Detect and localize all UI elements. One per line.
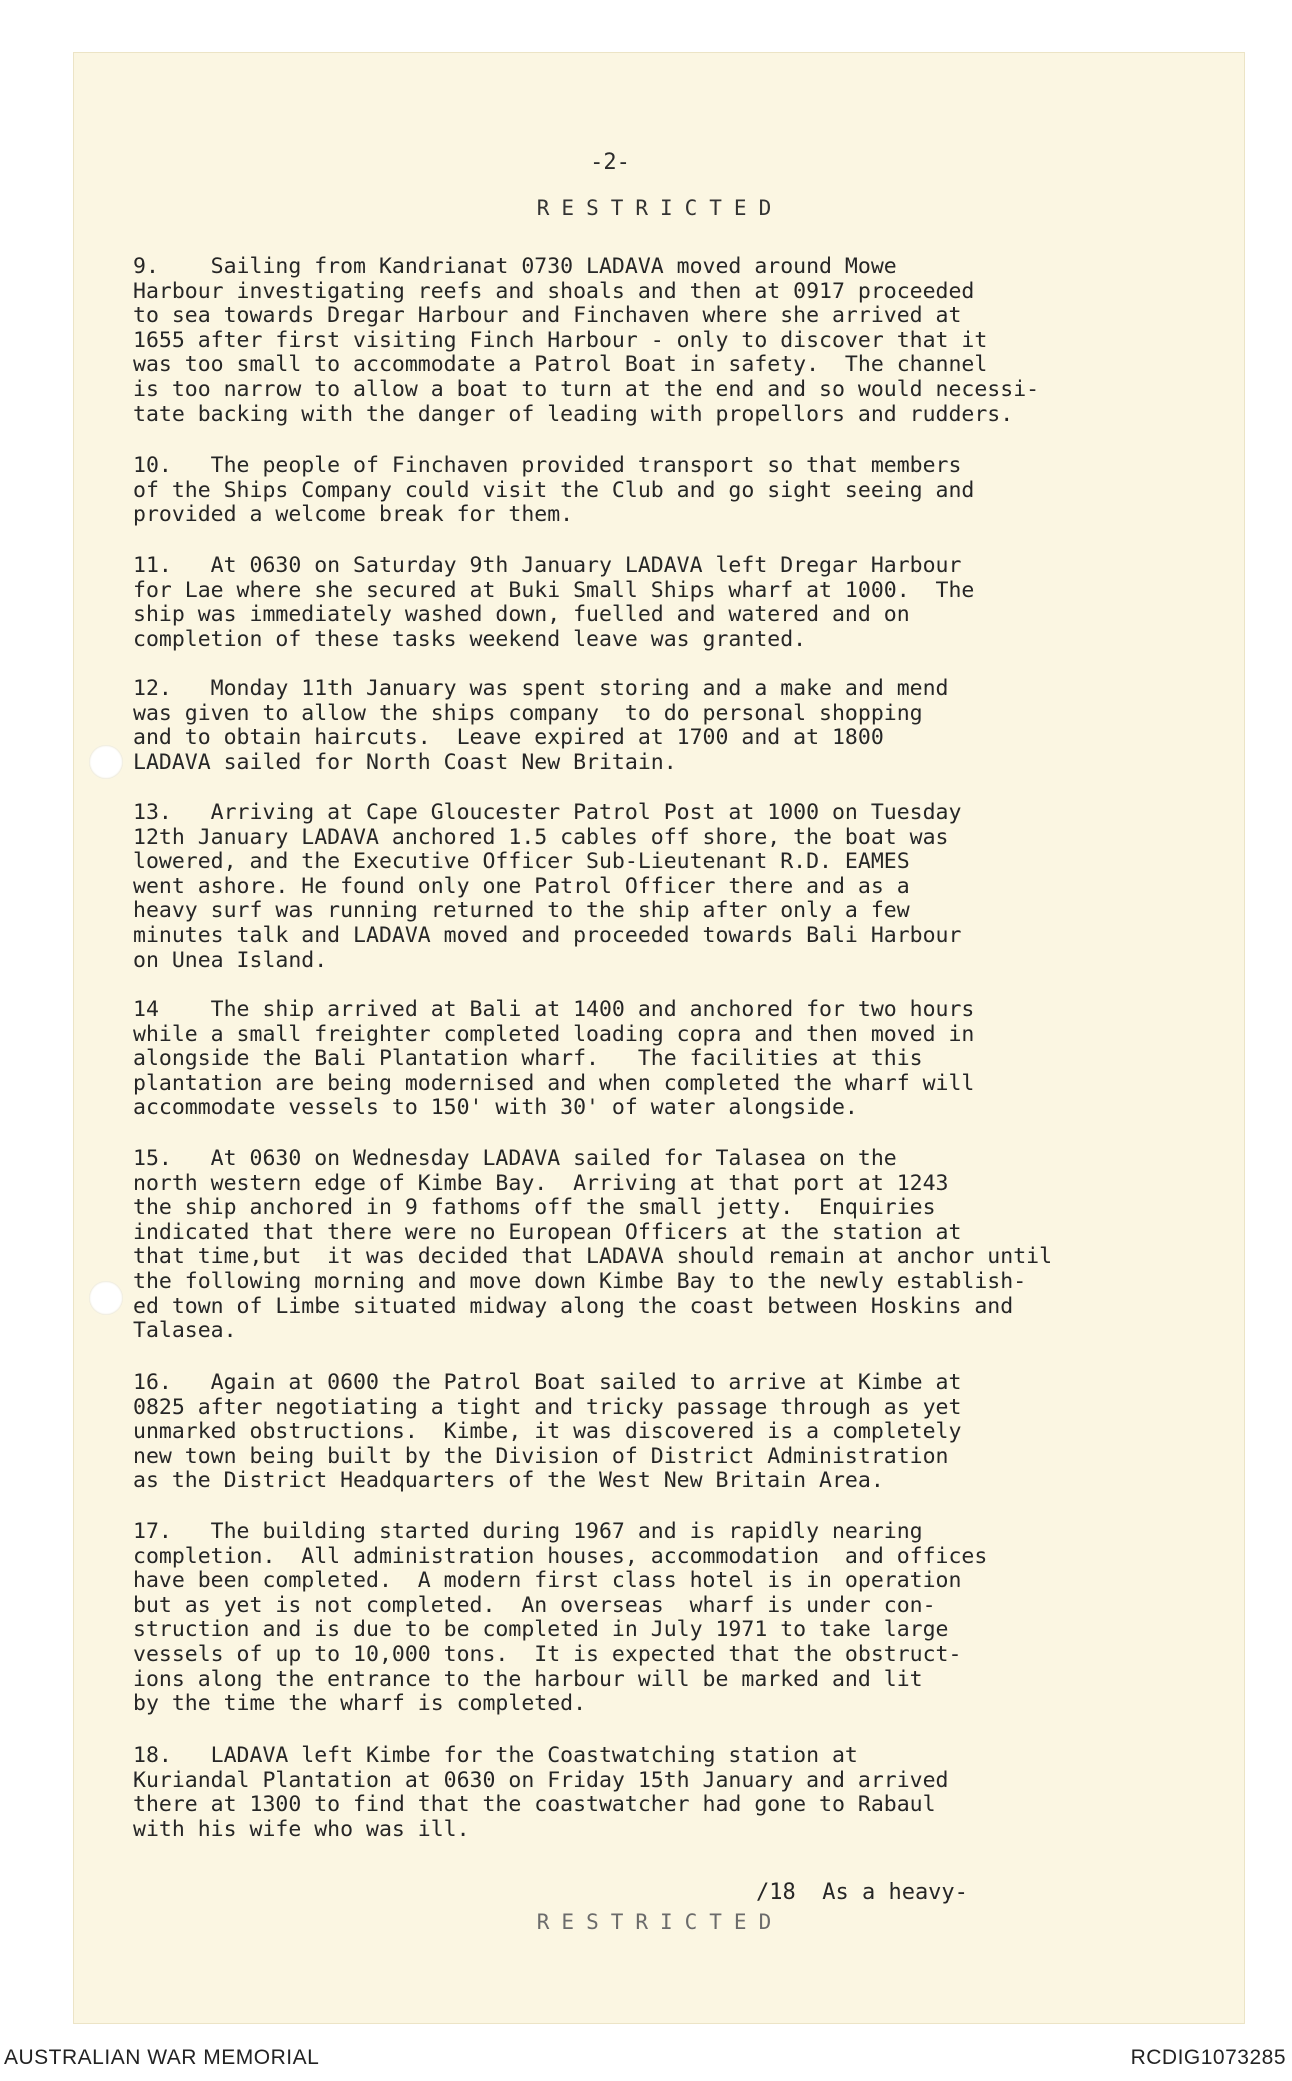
- punch-hole: [89, 745, 123, 779]
- punch-hole: [89, 1281, 123, 1315]
- paragraph-13: 13. Arriving at Cape Gloucester Patrol Post at 1000 on Tuesday 12th January LADAVA anchored 1.5 cables off shore, the boat was lowered, and the Executive Officer Sub-Lieutenant R.D. EAMES went ashore. He found only one Patrol Officer there and as a heavy surf was running returned to the ship after only a few minutes talk and LADAVA moved and proceeded towards Bali Harbour on Unea Island.: [133, 800, 962, 973]
- paragraph-9: 9. Sailing from Kandrianat 0730 LADAVA moved around Mowe Harbour investigating reefs and shoals and then at 0917 proceeded to sea towards Dregar Harbour and Finchaven where she arrived at 1655 after first visiting Finch Harbour - only to discover that it was too small to accommodate a Patrol Boat in safety. The channel is too narrow to allow a boat to turn at the end and so would necessi- tate backing with the danger of leading with propellors and rudders.: [133, 254, 1040, 427]
- archive-credit: AUSTRALIAN WAR MEMORIAL: [4, 2046, 320, 2069]
- paragraph-12: 12. Monday 11th January was spent storing and a make and mend was given to allow the ships company to do personal shopping and to obtain haircuts. Leave expired at 1700 and at 1800 LADAVA sailed for North Coast New Britain.: [133, 676, 949, 775]
- continuation-note: /18 As a heavy-: [756, 1880, 968, 1905]
- paragraph-10: 10. The people of Finchaven provided transport so that members of the Ships Company could visit the Club and go sight seeing and provided a welcome break for them.: [133, 453, 975, 528]
- paragraph-17: 17. The building started during 1967 and is rapidly nearing completion. All administration houses, accommodation and offices have been completed. A modern first class hotel is in operation but as yet is not completed. An overseas wharf is under con- struction and is due to be completed in July 1971 to take large vessels of up to 10,000 tons. It is expected that the obstruct- ions along the entrance to the harbour will be marked and lit by the time the wharf is completed.: [133, 1519, 988, 1717]
- paragraph-14: 14 The ship arrived at Bali at 1400 and anchored for two hours while a small freighter completed loading copra and then moved in alongside the Bali Plantation wharf. The facilities at this plantation are being modernised and when completed the wharf will accommodate vessels to 150' with 30' of water alongside.: [133, 997, 975, 1121]
- archive-reference: RCDIG1073285: [1130, 2046, 1286, 2069]
- page-number: -2-: [590, 150, 630, 175]
- paragraph-11: 11. At 0630 on Saturday 9th January LADAVA left Dregar Harbour for Lae where she secured at Buki Small Ships wharf at 1000. The ship was immediately washed down, fuelled and watered and on completion of these tasks weekend leave was granted.: [133, 553, 975, 652]
- paragraph-16: 16. Again at 0600 the Patrol Boat sailed to arrive at Kimbe at 0825 after negotiating a tight and tricky passage through as yet unmarked obstructions. Kimbe, it was discovered is a completely new town being built by the Division of District Administration as the District Headquarters of the West New Britain Area.: [133, 1370, 962, 1494]
- classification-header: RESTRICTED: [536, 196, 784, 220]
- paragraph-18: 18. LADAVA left Kimbe for the Coastwatching station at Kuriandal Plantation at 0630 on Friday 15th January and arrived there at 1300 to find that the coastwatcher had gone to Rabaul with his wife who was ill.: [133, 1743, 949, 1842]
- classification-footer: RESTRICTED: [536, 1910, 784, 1934]
- paragraph-15: 15. At 0630 on Wednesday LADAVA sailed for Talasea on the north western edge of Kimbe Bay. Arriving at that port at 1243 the ship anchored in 9 fathoms off the small jetty. Enquiries indicated that there were no European Officers at the station at that time,but it was decided that LADAVA should remain at anchor until the following morning and move down Kimbe Bay to the newly establish- ed town of Limbe situated midway along the coast between Hoskins and Talasea.: [133, 1146, 1053, 1344]
